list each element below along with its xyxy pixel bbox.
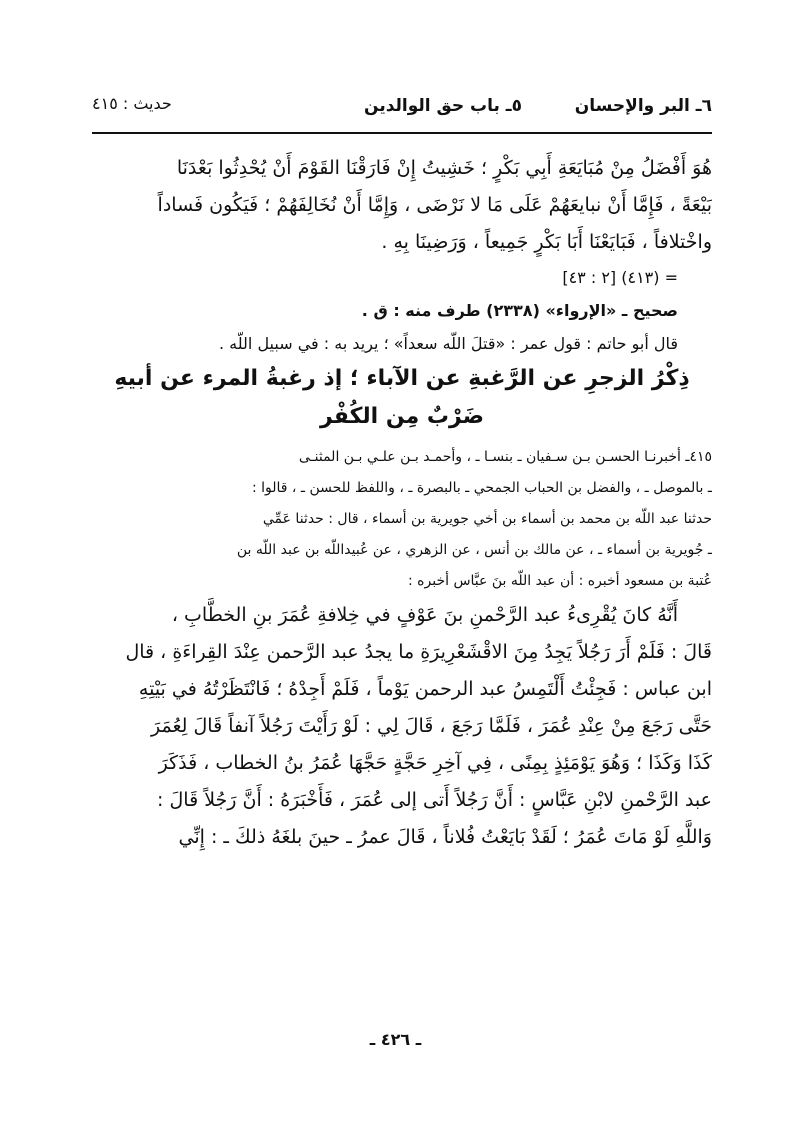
matn-line: أَنَّهُ كانَ يُقْرِىءُ عبد الرَّحْمنِ بنَ عَوْفٍ في خِلافةِ عُمَرَ بنِ الخطَّابِ ، (171, 604, 678, 626)
matn-line: وَاللَّهِ لَوْ مَاتَ عُمَرُ ؛ لَقَدْ بَايَعْتُ فُلاناً ، قَالَ عمرُ ـ حينَ بلغَهُ ذلكَ ـ : إِنِّي (178, 826, 712, 848)
matn-line: قَالَ : فَلَمْ أَرَ رَجُلاً يَجِدُ مِنَ الاقْشَعْرِيرَةِ ما يجدُ عبد الرَّحمن عِنْدَ القِراءَةِ ، قال (125, 641, 712, 663)
matn-line: عبد الرَّحْمنِ لابْنِ عَبَّاسٍ : أَنَّ رَجُلاً أَتى إلى عُمَرَ ، فَأَخْبَرَهُ : أَنَّ رَجُلاً قَالَ : (157, 789, 712, 811)
abu-hatim-comment: قال أبو حاتم : قول عمر : «قتلَ اللّه سعداً» ؛ يريد به : في سبيل اللّه . (218, 334, 678, 353)
text-line: واخْتلافاً ، فَبَايَعْنَا أَبَا بَكْرٍ جَمِيعاً ، وَرَضِينَا بِهِ . (381, 231, 712, 253)
isnad-line: عُتبة بن مسعود أخبره : أن عبد اللّه بنَ عبَّاس أخبره : (408, 573, 712, 589)
grading-line: صحيح ـ «الإرواء» (٢٣٣٨) طرف منه : ق . (361, 301, 678, 320)
header-divider (92, 132, 712, 134)
text-line: هُوَ أَفْضَلُ مِنْ مُبَايَعَةِ أَبِي بَكْرٍ ؛ خَشِيتُ إِنْ فَارَقْنَا القَوْمَ أَنْ يُحْدِثُوا بَعْدَنَا (176, 157, 712, 179)
isnad-line: ـ جُويرية بن أسماء ـ ، عن مالك بن أنس ، عن الزهري ، عن عُبيداللّه بن عبد اللّه بن (236, 542, 712, 558)
chapter-title-line-1: ذِكْرُ الزجرِ عن الرَّغبةِ عن الآباء ؛ إذ رغبةُ المرء عن أبيهِ (114, 366, 690, 391)
page-number: ـ ٤٢٦ ـ (369, 1030, 422, 1049)
book-section-title: ٦ـ البر والإحسان (574, 96, 712, 116)
isnad-line: حدثنا عبد اللّه بن محمد بن أسماء بن أخي جويرية بن أسماء ، قال : حدثنا عَمِّي (262, 511, 712, 527)
isnad-line: ـ بالموصل ـ ، والفضل بن الحباب الجمحي ـ بالبصرة ـ ، واللفظ للحسن ـ ، قالوا : (251, 480, 712, 496)
isnad-line: ٤١٥ـ أخبرنـا الحسـن بـن سـفيان ـ بنسـا ـ ، وأحمـد بـن علـي بـن المثنـى (298, 449, 712, 465)
matn-line: حَتَّى رَجَعَ مِنْ عِنْدِ عُمَرَ ، فَلَمَّا رَجَعَ ، قَالَ لِي : لَوْ رَأَيْتَ رَجُلاً آنفاً قَالَ لِعُمَرَ (151, 715, 712, 737)
reference-line: = (٤١٣) [٢ : ٤٣] (562, 268, 678, 287)
matn-line: ابن عباس : فَجِئْتُ أَلْتَمِسُ عبد الرحمن يَوْماً ، فَلَمْ أَجِدْهُ ؛ فَانْتَظَرْتُهُ في بَيْتِهِ (138, 678, 712, 700)
running-header (92, 88, 712, 122)
hadith-number: حديث : ٤١٥ (92, 94, 172, 113)
page-body (92, 150, 712, 856)
text-line: بَيْعَةً ، فَإِمَّا أَنْ نبايعَهُمْ عَلَى مَا لا نَرْضَى ، وَإِمَّا أَنْ نُخَالِفَهُمْ ؛ فَيَكُون فَساداً (157, 194, 712, 216)
chapter-title-line-2: ضَرْبٌ مِن الكُفْر (320, 404, 484, 429)
matn-line: كَذَا وَكَذَا ؛ وَهُوَ يَوْمَئِذٍ بِمِنًى ، فِي آخِرِ حَجَّةٍ حَجَّهَا عُمَرُ بنُ الخطاب ، فَذَكَرَ (158, 752, 712, 774)
chapter-heading: ٥ـ باب حق الوالدين (364, 96, 522, 116)
